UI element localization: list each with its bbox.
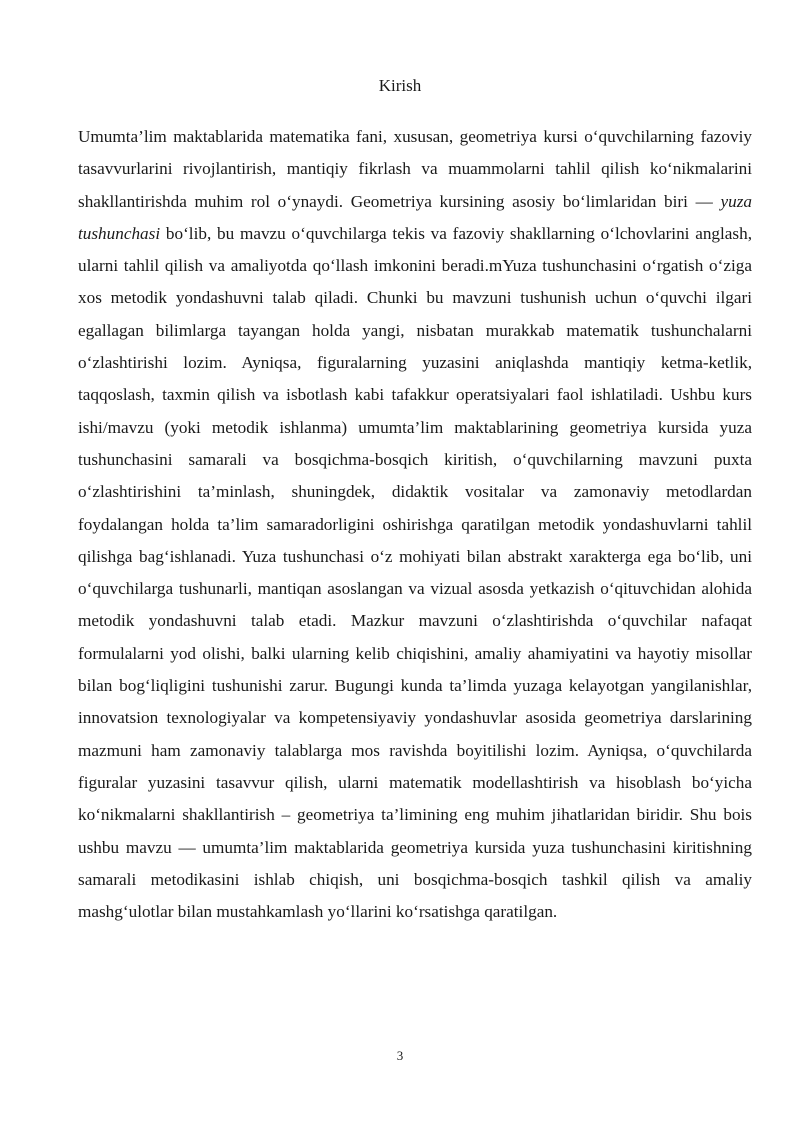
- paragraph-text-rest: bo‘lib, bu mavzu o‘quvchilarga tekis va fazoviy shakllarning o‘lchovlarini anglash, ularni tahlil qilish va amaliyotda qo‘llash imkonini beradi.mYuza tushunchasini o‘rgatish o‘ziga xos metodik yondashuvni talab qiladi. Chunki bu mavzuni tushunish uchun o‘quvchi ilgari egallagan bilimlarga tayangan holda yangi, nisbatan murakkab matematik tushunchalarni o‘zlashtirishi lozim. Ayniqsa, figuralarning yuzasini aniqlashda mantiqiy ketma-ketlik, taqqoslash, taxmin qilish va isbotlash kabi tafakkur operatsiyalari faol ishlatiladi. Ushbu kurs ishi/mavzu (yoki metodik ishlanma) umumta’lim maktablarining geometriya kursida yuza tushunchasini samarali va bosqichma-bosqich kiritish, o‘quvchilarning mavzuni puxta o‘zlashtirishini ta’minlash, shuningdek, didaktik vositalar va zamonaviy metodlardan foydalangan holda ta’lim samaradorligini oshirishga qaratilgan metodik yondashuvlarni tahlil qilishga bag‘ishlanadi. Yuza tushunchasi o‘z mohiyati bilan abstrakt xarakterga ega bo‘lib, uni o‘quvchilarga tushunarli, mantiqan asoslangan va vizual asosda yetkazish o‘qituvchidan alohida metodik yondashuvni talab etadi. Mazkur mavzuni o‘zlashtirishda o‘quvchilar nafaqat formulalarni yod olishi, balki ularning kelib chiqishini, amaliy ahamiyatini va hayotiy misollar bilan bog‘liqligini tushunishi zarur. Bugungi kunda ta’limda yuzaga kelayotgan yangilanishlar, innovatsion texnologiyalar va kompetensiyaviy yondashuvlar asosida geometriya darslarining mazmuni ham zamonaviy talablarga mos ravishda boyitilishi lozim. Ayniqsa, o‘quvchilarda figuralar yuzasini tasavvur qilish, ularni matematik modellashtirish va hisoblash bo‘yicha ko‘nikmalarni shakllantirish – geometriya ta’limining eng muhim jihatlaridan biridir. Shu bois ushbu mavzu — umumta’lim maktablarida geometriya kursida yuza tushunchasini kiritishning samarali metodikasini ishlab chiqish, uni bosqichma-bosqich tashkil qilish va amaliy mashg‘ulotlar bilan mustahkamlash yo‘llarini ko‘rsatishga qaratilgan.: [78, 223, 752, 922]
- paragraph-text-start: Umumta’lim maktablarida matematika fani, xususan, geometriya kursi o‘quvchilarning fazoviy tasavvurlarini rivojlantirish, mantiqiy fikrlash va muammolarni tahlil qilish ko‘nikmalarini shakllantirishda muhim rol o‘ynaydi. Geometriya kursining asosiy bo‘limlaridan biri —: [78, 127, 752, 211]
- body-paragraph: [78, 121, 752, 928]
- page-number: 3: [396, 1048, 404, 1063]
- section-title: Kirish: [378, 76, 422, 95]
- italic-term: yuza tushunchasi: [78, 191, 752, 243]
